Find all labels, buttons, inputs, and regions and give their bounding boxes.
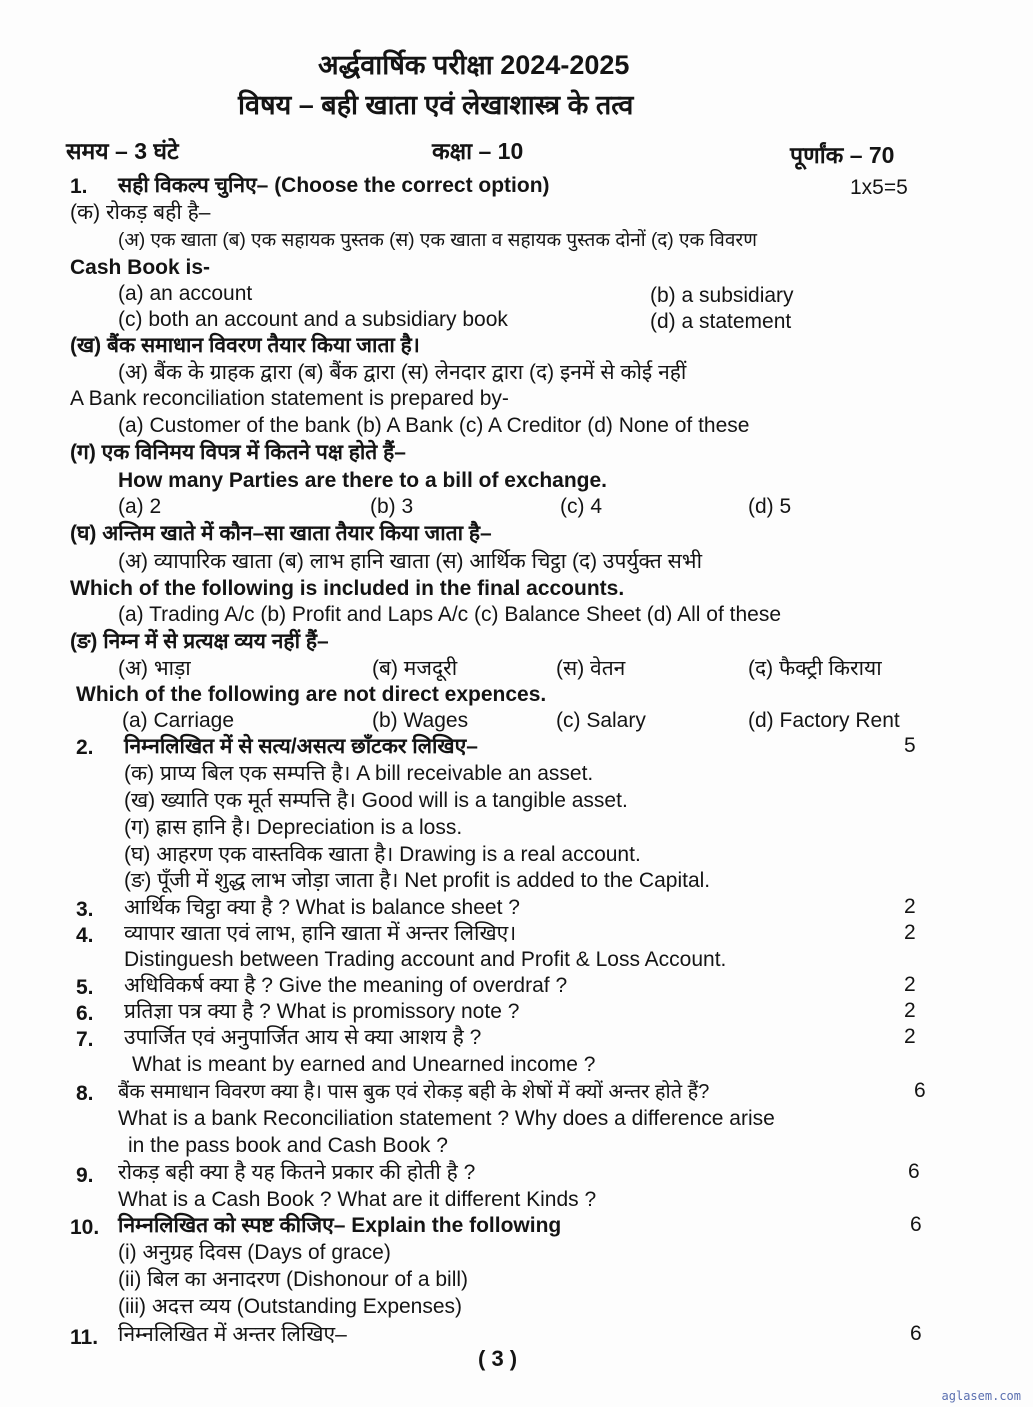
q5-text: अधिविकर्ष क्या है ? Give the meaning of overdraf ? — [124, 974, 568, 997]
q2-statement: (घ) आहरण एक वास्तविक खाता है। Drawing is a real account. — [124, 843, 641, 866]
q1c-option-b: (b) 3 — [370, 495, 414, 518]
q1b-english-options: (a) Customer of the bank (b) A Bank (c) A Creditor (d) None of these — [118, 414, 750, 437]
watermark: aglasem.com — [941, 1389, 1021, 1403]
exam-title: अर्द्धवार्षिक परीक्षा 2024-2025 — [318, 50, 630, 80]
q1d-english-question: Which of the following is included in the final accounts. — [70, 577, 625, 600]
q7-number: 7. — [76, 1028, 94, 1051]
q8-text-english-line1: What is a bank Reconciliation statement ? Why does a difference arise — [118, 1107, 775, 1130]
q1d-hindi-question: (घ) अन्तिम खाते में कौन–सा खाता तैयार किया जाता है– — [70, 522, 492, 545]
q1e-hindi-question: (ङ) निम्न में से प्रत्यक्ष व्यय नहीं हैं– — [70, 630, 329, 653]
q1b-hindi-options: (अ) बैंक के ग्राहक द्वारा (ब) बैंक द्वारा (स) लेनदार द्वारा (द) इनमें से कोई नहीं — [118, 361, 687, 384]
q10-item: (i) अनुग्रह दिवस (Days of grace) — [118, 1241, 391, 1264]
q1e-english-option-d: (d) Factory Rent — [748, 709, 900, 732]
q3-text: आर्थिक चिट्ठा क्या है ? What is balance sheet ? — [124, 896, 520, 919]
q1a-option-a: (a) an account — [118, 282, 253, 305]
q1d-english-options: (a) Trading A/c (b) Profit and Laps A/c (c) Balance Sheet (d) All of these — [118, 603, 781, 626]
q1d-hindi-options: (अ) व्यापारिक खाता (ब) लाभ हानि खाता (स) आर्थिक चिट्ठा (द) उपर्युक्त सभी — [118, 550, 703, 573]
max-marks: पूर्णांक – 70 — [790, 142, 895, 168]
q4-text-hindi: व्यापार खाता एवं लाभ, हानि खाता में अन्तर लिखिए। — [124, 922, 517, 945]
q1a-option-b: (b) a subsidiary — [650, 284, 794, 307]
q8-text-english-line2: in the pass book and Cash Book ? — [128, 1134, 448, 1157]
page-number: ( 3 ) — [478, 1346, 518, 1371]
q1a-option-c: (c) both an account and a subsidiary book — [118, 308, 508, 331]
q10-title: निम्नलिखित को स्पष्ट कीजिए– Explain the following — [118, 1214, 562, 1237]
q10-number: 10. — [70, 1216, 100, 1239]
q11-title: निम्नलिखित में अन्तर लिखिए– — [118, 1323, 347, 1346]
q6-text: प्रतिज्ञा पत्र क्या है ? What is promissory note ? — [124, 1000, 520, 1023]
q8-text-hindi: बैंक समाधान विवरण क्या है। पास बुक एवं रोकड़ बही के शेषों में क्यों अन्तर होते हैं? — [118, 1081, 710, 1103]
q5-number: 5. — [76, 976, 94, 999]
q7-text-hindi: उपार्जित एवं अनुपार्जित आय से क्या आशय है ? — [124, 1026, 482, 1049]
q7-text-english: What is meant by earned and Unearned income ? — [132, 1053, 596, 1076]
q9-text-hindi: रोकड़ बही क्या है यह कितने प्रकार की होती है ? — [118, 1161, 476, 1184]
q1e-hindi-option-a: (अ) भाड़ा — [118, 657, 191, 680]
q10-marks: 6 — [910, 1213, 922, 1236]
q4-text-english: Distinguesh between Trading account and Profit & Loss Account. — [124, 948, 727, 971]
q1b-english-question: A Bank reconciliation statement is prepared by- — [70, 387, 509, 410]
q4-number: 4. — [76, 924, 94, 947]
q9-number: 9. — [76, 1164, 94, 1187]
q1a-hindi-question: (क) रोकड़ बही है– — [70, 201, 211, 224]
q1a-english-question: Cash Book is- — [70, 256, 211, 279]
q1e-english-option-b: (b) Wages — [372, 709, 469, 732]
q3-number: 3. — [76, 898, 94, 921]
q7-marks: 2 — [904, 1025, 916, 1048]
q1e-hindi-option-c: (स) वेतन — [556, 657, 626, 680]
q2-statement: (ग) ह्रास हानि है। Depreciation is a loss. — [124, 816, 463, 839]
q10-item: (ii) बिल का अनादरण (Dishonour of a bill) — [118, 1268, 469, 1291]
q9-text-english: What is a Cash Book ? What are it different Kinds ? — [118, 1188, 597, 1211]
q11-number: 11. — [70, 1326, 99, 1349]
q1c-option-d: (d) 5 — [748, 495, 792, 518]
q2-number: 2. — [76, 736, 94, 759]
q10-item: (iii) अदत्त व्यय (Outstanding Expenses) — [118, 1295, 463, 1318]
exam-time: समय – 3 घंटे — [66, 138, 179, 164]
q1a-hindi-options: (अ) एक खाता (ब) एक सहायक पुस्तक (स) एक खाता व सहायक पुस्तक दोनों (द) एक विवरण — [118, 230, 757, 251]
q1-number: 1. — [70, 175, 88, 198]
q6-marks: 2 — [904, 999, 916, 1022]
q1a-option-d: (d) a statement — [650, 310, 792, 333]
q1-title: सही विकल्प चुनिए– (Choose the correct option) — [118, 174, 550, 197]
q2-statement: (ङ) पूँजी में शुद्ध लाभ जोड़ा जाता है। Net profit is added to the Capital. — [124, 869, 711, 892]
q1b-hindi-question: (ख) बैंक समाधान विवरण तैयार किया जाता है। — [70, 334, 420, 357]
subject-title: विषय – बही खाता एवं लेखाशास्त्र के तत्व — [238, 90, 634, 120]
q1-marks: 1x5=5 — [850, 176, 908, 199]
q3-marks: 2 — [904, 895, 916, 918]
q1e-hindi-option-b: (ब) मजदूरी — [372, 657, 458, 680]
q8-number: 8. — [76, 1082, 94, 1105]
q1c-english-question: How many Parties are there to a bill of exchange. — [118, 469, 607, 492]
q1e-hindi-option-d: (द) फैक्ट्री किराया — [748, 657, 882, 680]
q8-marks: 6 — [914, 1079, 926, 1102]
q1e-english-option-c: (c) Salary — [556, 709, 646, 732]
q2-title: निम्नलिखित में से सत्य/असत्य छाँटकर लिखिए– — [124, 735, 478, 758]
q6-number: 6. — [76, 1002, 94, 1025]
q4-marks: 2 — [904, 921, 916, 944]
q11-marks: 6 — [910, 1322, 922, 1345]
q1c-option-c: (c) 4 — [560, 495, 602, 518]
q2-marks: 5 — [904, 734, 916, 757]
q2-statement: (ख) ख्याति एक मूर्त सम्पत्ति है। Good will is a tangible asset. — [124, 789, 628, 812]
q5-marks: 2 — [904, 973, 916, 996]
q1c-option-a: (a) 2 — [118, 495, 162, 518]
q1c-hindi-question: (ग) एक विनिमय विपत्र में कितने पक्ष होते हैं– — [70, 441, 406, 464]
exam-class: कक्षा – 10 — [432, 138, 524, 164]
q1e-english-option-a: (a) Carriage — [122, 709, 235, 732]
q1e-english-question: Which of the following are not direct expences. — [76, 683, 547, 706]
q2-statement: (क) प्राप्य बिल एक सम्पत्ति है। A bill receivable an asset. — [124, 762, 594, 785]
q9-marks: 6 — [908, 1160, 920, 1183]
